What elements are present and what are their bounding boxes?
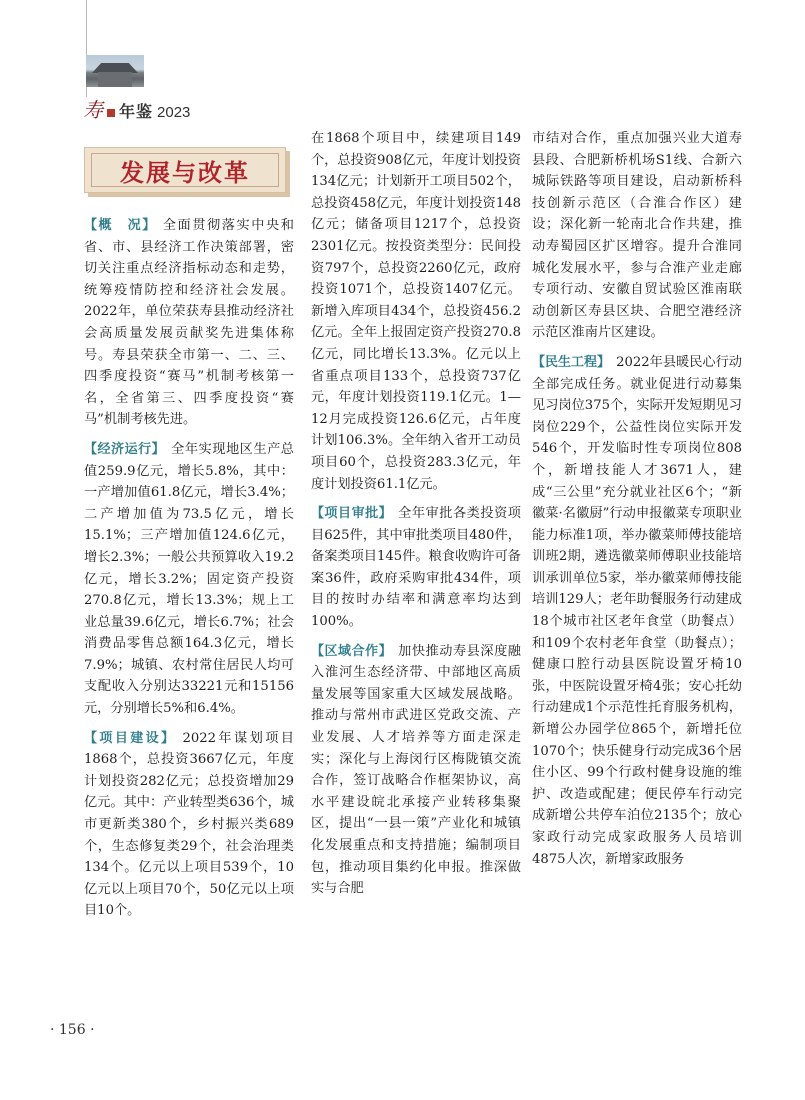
paragraph-livelihood [532, 352, 742, 870]
gate-wall-shape [98, 72, 132, 87]
paragraph-text: 加快推动寿县深度融入淮河生态经济带、中部地区高质量发展等国家重大区域发展战略。推动与常州市武进区党政交流、产业发展、人才培养等方面走深走实；深化与上海闵行区梅陇镇交流合作，签订战略合作框架协议，高水平建设皖北承接产业转移集聚区，提出“一县一策”产业化和城镇化发展重点和支持措施；编制项目包，推动项目集约化申报。推深做实与合肥 [311, 643, 521, 897]
page-number: · 156 · [50, 1022, 95, 1038]
yearbook-logo-char: 寿 [83, 98, 103, 122]
section-heading-box [84, 147, 286, 193]
paragraph-tag: 【概 况】 [84, 218, 157, 233]
paragraph-economy [84, 439, 294, 720]
paragraph-projects-continued [311, 128, 521, 495]
paragraph-text: 市结对合作，重点加强兴业大道寿县段、合肥新桥机场S1线、合新六城际铁路等项目建设，启动新桥科技创新示范区（合淮合作区）建设；深化新一轮南北合作共建，推动寿蜀园区扩区增容。提升合淮同城化发展水平，参与合淮产业走廊专项行动、安徽自贸试验区淮南联动创新区寿县区块、合肥空港经济示范区淮南片区建设。 [532, 131, 742, 341]
paragraph-tag: 【经济运行】 [84, 441, 166, 457]
paragraph-tag: 【民生工程】 [532, 354, 611, 370]
section-title: 发展与改革 [120, 157, 250, 187]
paragraph-tag: 【项目建设】 [84, 730, 177, 746]
yearbook-title: 年鉴 [119, 102, 154, 121]
header-photo-ancient-gate [86, 55, 144, 87]
paragraph-text: 全年审批各类投资项目625件，其中审批类项目480件，备案类项目145件。粮食收购许可备案36件，政府采购审批434件，项目的按时办结率和满意率均达到100%。 [311, 506, 521, 630]
text-column-2 [311, 128, 521, 900]
yearbook-year: 2023 [157, 104, 191, 121]
paragraph-text: 在1868个项目中，续建项目149个，总投资908亿元，年度计划投资134亿元；计划新开工项目502个，总投资458亿元，年度计划投资148亿元；储备项目1217个，总投资2301亿元。按投资类型分：民间投资797个，总投资2260亿元，政府投资1071个，总投资1407亿元。新增入库项目434个，总投资456.2亿元。全年上报固定资产投资270.8亿元，同比增长13.3%。亿元以上省重点项目133个，总投资737亿元，年度计划投资119.1亿元。1—12月完成投资126.6亿元，占年度计划106.3%。全年纳入省开工动员项目60个，总投资283.3亿元，年度计划投资61.1亿元。 [311, 131, 521, 492]
paragraph-tag: 【项目审批】 [311, 506, 393, 522]
paragraph-approval [311, 503, 521, 633]
seal-icon [107, 109, 115, 117]
paragraph-text: 2022年谋划项目1868个，总投资3667亿元，年度计划投资282亿元；总投资增加29亿元。其中：产业转型类636个，城市更新类380个，乡村振兴类689个，生态修复类29个，社会治理类134个。亿元以上项目539个，10亿元以上项目70个，50亿元以上项目10个。 [84, 730, 294, 919]
paragraph-cooperation-continued [532, 128, 742, 344]
paragraph-text: 2022年县暖民心行动全部完成任务。就业促进行动募集见习岗位375个，实际开发短期见习岗位229个，公益性岗位实际开发546个，开发临时性专项岗位808个，新增技能人才3671人，建成“三公里”充分就业社区6个；“新徽菜·名徽厨”行动申报徽菜专项职业能力标准1项，举办徽菜师傅技能培训班2期，遴选徽菜师傅职业技能培训承训单位5家，举办徽菜师傅技能培训129人；老年助餐服务行动建成18个城市社区老年食堂（助餐点）和109个农村老年食堂（助餐点）；健康口腔行动县医院设置牙椅10张，中医院设置牙椅4张；安心托幼行动建成1个示范性托育服务机构，新增公办园学位865个，新增托位1070个；快乐健身行动完成36个居住小区、99个行政村健身设施的维护、改造或配建；便民停车行动完成新增公共停车泊位2135个；放心家政行动完成家政服务人员培训4875人次，新增家政服务 [532, 354, 742, 867]
yearbook-header [83, 94, 190, 123]
paragraph-regional-cooperation [311, 641, 521, 900]
paragraph-projects [84, 728, 294, 922]
paragraph-text: 全面贯彻落实中央和省、市、县经济工作决策部署，密切关注重点经济指标动态和走势，统筹疫情防控和经济社会发展。2022年，单位荣获寿县推动经济社会高质量发展贡献奖先进集体称号。寿县荣获全市第一、二、三、四季度投资“赛马”机制考核第一名，全省第三、四季度投资“赛马”机制考核先进。 [84, 218, 294, 428]
paragraph-overview [84, 215, 294, 431]
text-column-1 [84, 215, 294, 922]
paragraph-tag: 【区域合作】 [311, 643, 393, 659]
text-column-3 [532, 128, 742, 870]
paragraph-text: 全年实现地区生产总值259.9亿元，增长5.8%，其中：一产增加值61.8亿元，增长3.4%；二产增加值为73.5亿元，增长15.1%；三产增加值124.6亿元，增长2.3%；一般公共预算收入19.2亿元，增长3.2%；固定资产投资270.8亿元，增长13.3%；规上工业总量39.6亿元，增长6.7%；社会消费品零售总额164.3亿元，增长7.9%；城镇、农村常住居民人均可支配收入分别达33221元和15156元，分别增长5%和6.4%。 [84, 441, 294, 717]
